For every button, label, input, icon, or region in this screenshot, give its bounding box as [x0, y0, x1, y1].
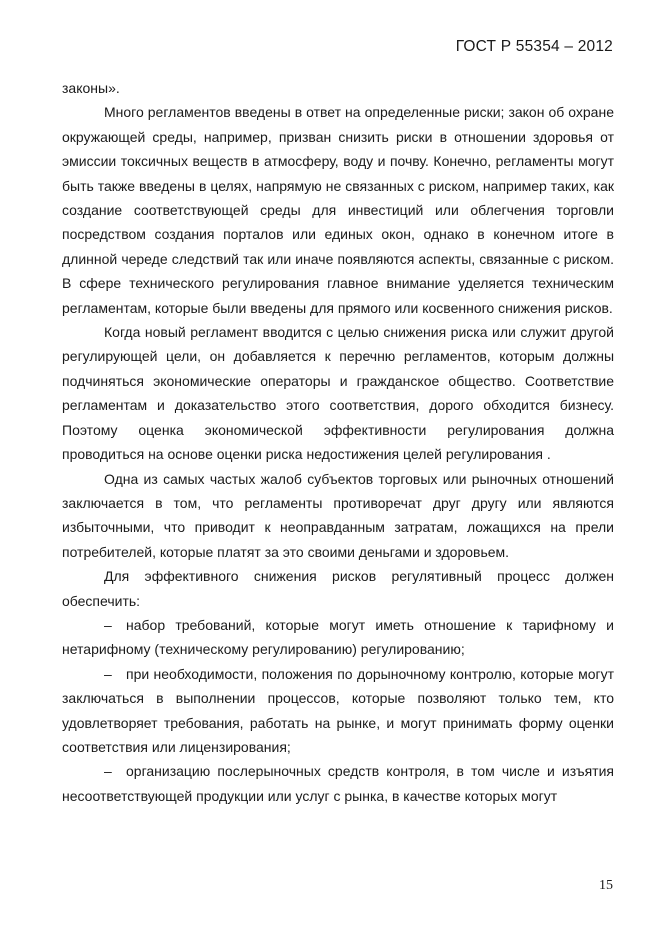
document-body: [62, 76, 614, 808]
list-item-text: организацию послерыночных средств контроля, в том числе и изъятия несоответствующей продукции или услуг с рынка, в качестве которых могут: [62, 763, 614, 804]
paragraph-new-regulation: Когда новый регламент вводится с целью снижения риска или служит другой регулирующей цели, он добавляется к перечню регламентов, которым должны подчиняться экономические операторы и гражданское общество. Соответствие регламентам и доказательство этого соответствия, дорого обходится бизнесу. Поэтому оценка экономической эффективности регулирования должна проводиться на основе оценки риска недостижения целей регулирования .: [62, 324, 614, 463]
paragraph-list-intro: Для эффективного снижения рисков регулятивный процесс должен обеспечить:: [62, 568, 614, 609]
paragraph-complaints: Одна из самых частых жалоб субъектов торговых или рыночных отношений заключается в том, что регламенты противоречат друг другу или являются избыточными, что приводит к неоправданным затратам, ложащихся на прели потребителей, которые платят за это своими деньгами и здоровьем.: [62, 470, 614, 560]
page-number: 15: [599, 878, 613, 893]
list-item: [62, 662, 614, 760]
list-item-text: набор требований, которые могут иметь отношение к тарифному и нетарифному (техническому регулированию) регулированию;: [62, 616, 614, 658]
list-item: [62, 613, 614, 662]
continuation-text: законы».: [62, 80, 120, 96]
dash-marker: –: [104, 665, 112, 682]
list-item-text: при необходимости, положения по дорыночному контролю, которые могут заключаться в выполнении процессов, которые позволяют только тем, кто удовлетворяет требования, работать на рынке, и могут принимать форму оценки соответствия или лицензирования;: [62, 665, 614, 755]
document-header: ГОСТ Р 55354 – 2012: [455, 38, 613, 55]
paragraph-regulations-risks: Много регламентов введены в ответ на определенные риски; закон об охране окружающей среды, например, призван снизить риски в отношении здоровья от эмиссии токсичных веществ в атмосферу, воду и почву. Конечно, регламенты могут быть также введены в целях, напрямую не связанных с риском, например таких, как создание соответствующей среды для инвестиций или облегчения торговли посредством создания порталов или единых окон, однако в конечном итоге в длинной череде следствий так или иначе появляются аспекты, связанные с риском. В сфере технического регулирования главное внимание уделяется техническим регламентам, которые были введены для прямого или косвенного снижения рисков.: [62, 104, 614, 316]
list-item: [62, 759, 614, 808]
dash-marker: –: [104, 763, 112, 780]
dash-marker: –: [104, 616, 112, 633]
